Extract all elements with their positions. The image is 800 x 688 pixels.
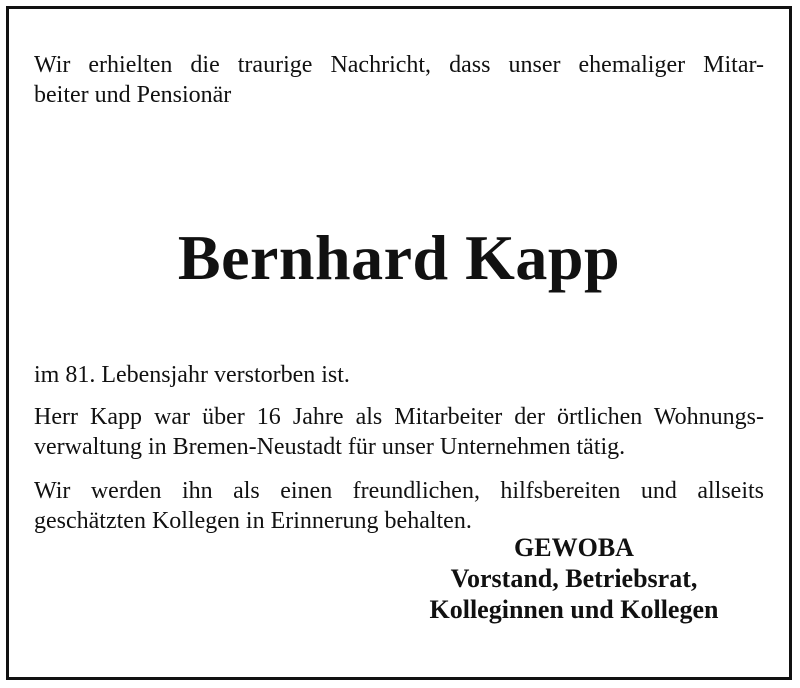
intro-line-1: Wir erhielten die traurige Nachricht, dass unser ehemaliger Mitar- <box>34 52 764 78</box>
deceased-name: Bernhard Kapp <box>177 222 621 293</box>
signature-org: GEWOBA <box>514 533 634 562</box>
signature-block <box>398 532 750 625</box>
employment-line-1: Herr Kapp war über 16 Jahre als Mitarbeiter der örtlichen Wohnungs- <box>34 404 764 430</box>
employment-line-2: verwaltung in Bremen-Neustadt für unser Unternehmen tätig. <box>34 434 626 460</box>
remembrance-paragraph <box>34 476 764 536</box>
intro-line-2: beiter und Pensionär <box>34 82 232 108</box>
notice-body <box>34 50 764 536</box>
death-statement: im 81. Lebensjahr verstorben ist. <box>34 362 350 388</box>
remembrance-line-1: Wir werden ihn als einen freundlichen, hilfsbereiten und allseits <box>34 478 764 504</box>
employment-paragraph <box>34 402 764 462</box>
remembrance-line-2: geschätzten Kollegen in Erinnerung behalten. <box>34 508 472 534</box>
intro-paragraph <box>34 50 764 110</box>
signature-line-2: Vorstand, Betriebsrat, <box>450 564 698 593</box>
signature-line-3: Kolleginnen und Kollegen <box>429 595 719 624</box>
